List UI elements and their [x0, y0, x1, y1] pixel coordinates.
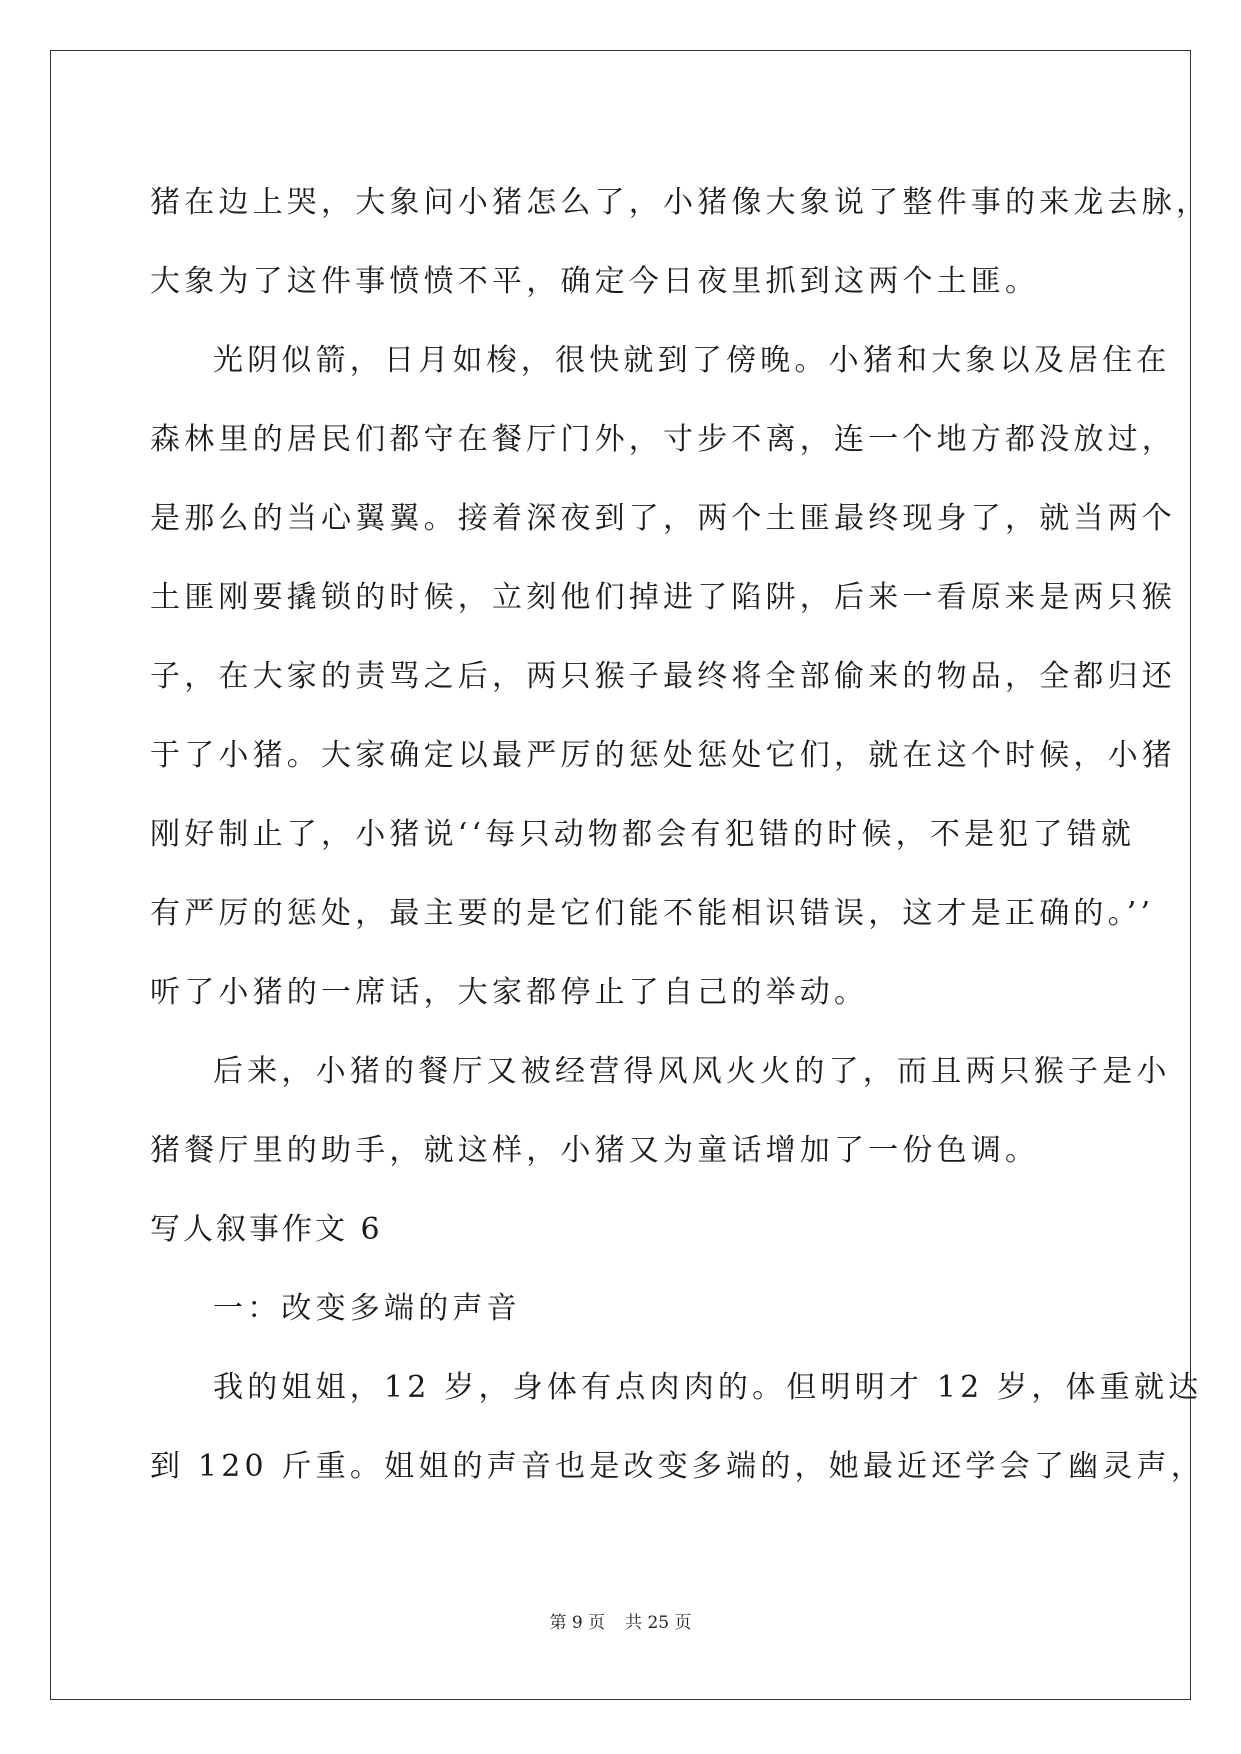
- text-line: 大象为了这件事愤愤不平，确定今日夜里抓到这两个土匪。: [150, 264, 1040, 299]
- page-number: 第 9 页: [549, 1613, 606, 1633]
- text-line: 听了小猪的一席话，大家都停止了自己的举动。: [150, 975, 869, 1010]
- text-line: 有严厉的惩处，最主要的是它们能不能相识错误，这才是正确的。’’: [150, 896, 1155, 931]
- text-line: 子，在大家的责骂之后，两只猴子最终将全部偷来的物品，全都归还: [150, 659, 1176, 694]
- section-heading: 写人叙事作文 6: [150, 1212, 383, 1247]
- subsection-title: 一：改变多端的声音: [213, 1291, 521, 1326]
- text-line: 是那么的当心翼翼。接着深夜到了，两个土匪最终现身了，就当两个: [150, 501, 1176, 536]
- text-line: 刚好制止了，小猪说‘‘每只动物都会有犯错的时候，不是犯了错就: [150, 817, 1136, 852]
- text-line: 猪餐厅里的助手，就这样，小猪又为童话增加了一份色调。: [150, 1133, 1040, 1168]
- text-line: 森林里的居民们都守在餐厅门外，寸步不离，连一个地方都没放过，: [150, 422, 1176, 457]
- text-line: 于了小猪。大家确定以最严厉的惩处惩处它们，就在这个时候，小猪: [150, 738, 1176, 773]
- text-line: 到 120 斤重。姐姐的声音也是改变多端的，她最近还学会了幽灵声，: [150, 1449, 1205, 1484]
- page-total: 共 25 页: [625, 1613, 692, 1633]
- paragraph-start-line: 我的姐姐，12 岁，身体有点肉肉的。但明明才 12 岁，体重就达: [213, 1370, 1203, 1405]
- page-footer: [0, 1608, 1241, 1633]
- paragraph-start-line: 后来，小猪的餐厅又被经营得风风火火的了，而且两只猴子是小: [213, 1054, 1171, 1089]
- text-line: 猪在边上哭，大象问小猪怎么了，小猪像大象说了整件事的来龙去脉，: [150, 185, 1211, 220]
- text-line: 土匪刚要撬锁的时候，立刻他们掉进了陷阱，后来一看原来是两只猴: [150, 580, 1176, 615]
- paragraph-start-line: 光阴似箭，日月如梭，很快就到了傍晚。小猪和大象以及居住在: [213, 343, 1171, 378]
- document-body: [150, 163, 1211, 1506]
